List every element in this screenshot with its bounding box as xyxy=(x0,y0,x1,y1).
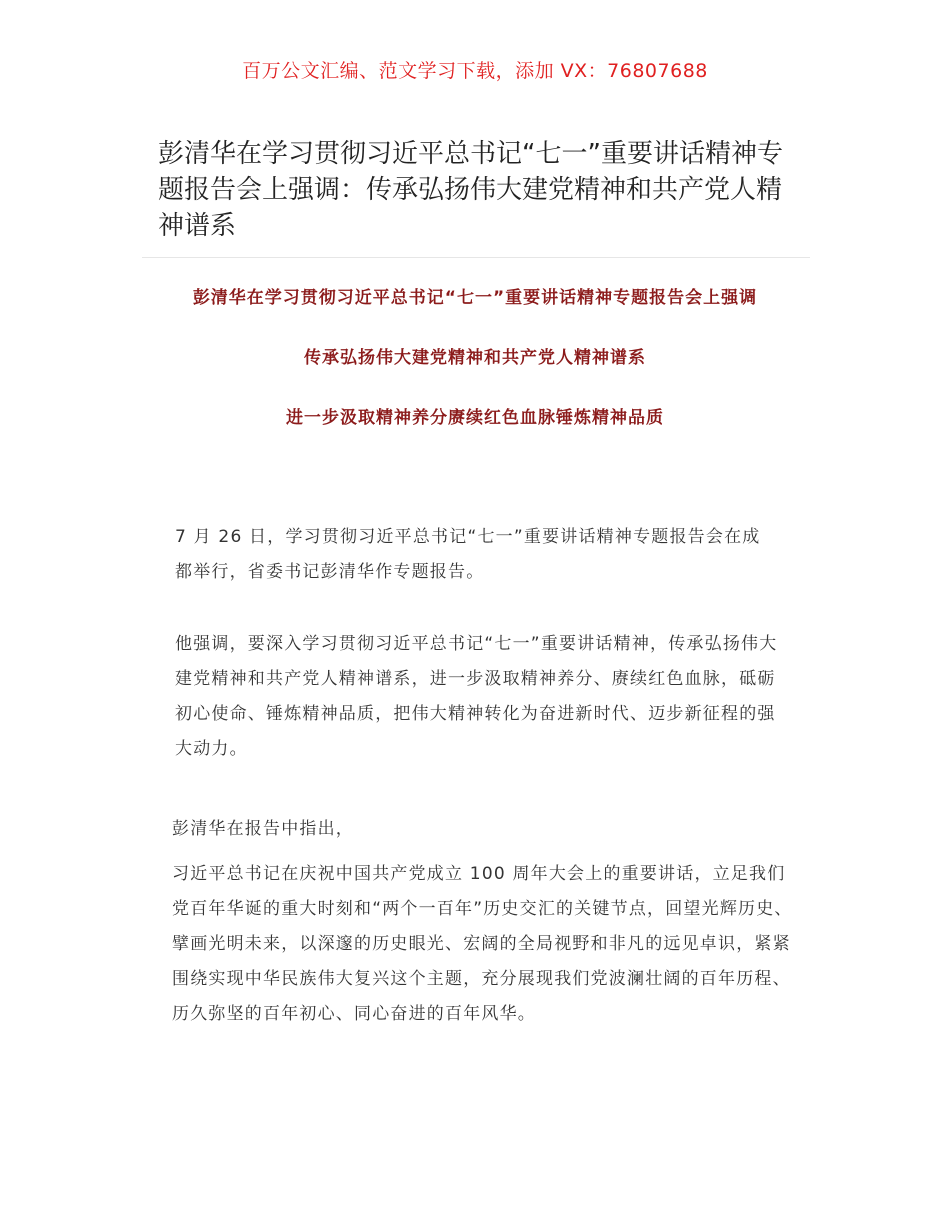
paragraph-3: 彭清华在报告中指出， xyxy=(172,819,354,839)
subhead-2: 传承弘扬伟大建党精神和共产党人精神谱系 xyxy=(304,348,646,368)
paragraph-2: 他强调，要深入学习贯彻习近平总书记“七一”重要讲话精神，传承弘扬伟大建党精神和共产党人精神谱系，进一步汲取精神养分、赓续红色血脉，砥砺初心使命、锤炼精神品质，把伟大精神转化为奋进新时代、迈步新征程的强大动力。 xyxy=(175,634,778,759)
subhead-1: 彭清华在学习贯彻习近平总书记“七一”重要讲话精神专题报告会上强调 xyxy=(192,288,758,308)
paragraph-1: 7 月 26 日，学习贯彻习近平总书记“七一”重要讲话精神专题报告会在成都举行，省委书记彭清华作专题报告。 xyxy=(175,527,761,582)
watermark-banner: 百万公文汇编、范文学习下载，添加 VX：76807688 xyxy=(242,60,708,82)
title-divider xyxy=(142,257,810,258)
paragraph-4: 习近平总书记在庆祝中国共产党成立 100 周年大会上的重要讲话，立足我们党百年华诞的重大时刻和“两个一百年”历史交汇的关键节点，回望光辉历史、擘画光明未来，以深邃的历史眼光、宏阔的全局视野和非凡的远见卓识，紧紧围绕实现中华民族伟大复兴这个主题，充分展现我们党波澜壮阔的百年历程、历久弥坚的百年初心、同心奋进的百年风华。 xyxy=(172,864,793,1024)
article-title: 彭清华在学习贯彻习近平总书记“七一”重要讲话精神专题报告会上强调：传承弘扬伟大建党精神和共产党人精神谱系 xyxy=(158,139,783,241)
subhead-3: 进一步汲取精神养分赓续红色血脉锤炼精神品质 xyxy=(286,408,664,428)
